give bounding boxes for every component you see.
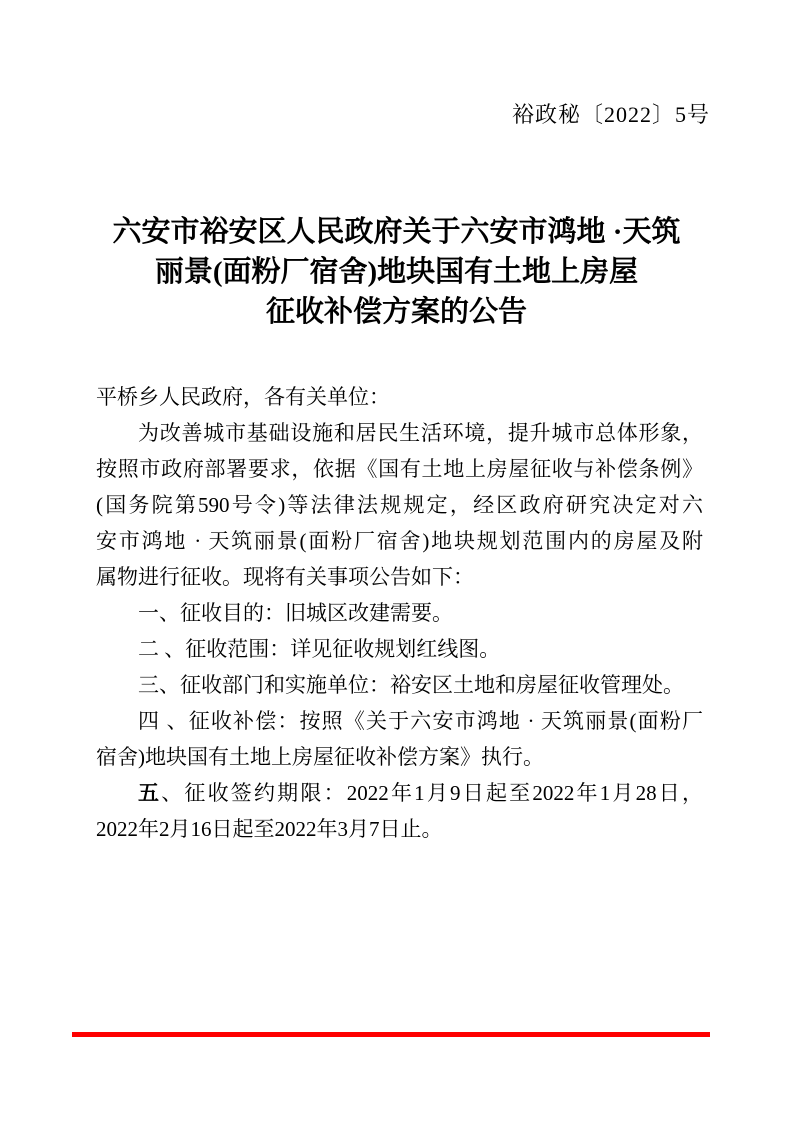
body-line: 安市鸿地 · 天筑丽景(面粉厂宿舍)地块规划范围内的房屋及附	[96, 529, 703, 553]
body-line: 宿舍)地块国有土地上房屋征收补偿方案》执行。	[96, 745, 544, 769]
list-item-5	[96, 775, 703, 811]
body-line: 按照市政府部署要求，依据《国有土地上房屋征收与补偿条例》	[96, 457, 703, 481]
doc-body	[96, 379, 703, 847]
red-divider-line	[72, 1032, 710, 1037]
doc-title	[40, 212, 753, 332]
list-item-2: 二 、征收范围：详见征收规划红线图。	[138, 637, 501, 661]
body-line: 为改善城市基础设施和居民生活环境，提升城市总体形象，	[138, 421, 703, 445]
doc-title-line-3: 征收补偿方案的公告	[265, 296, 527, 328]
list-item-5-number: 五	[138, 781, 162, 805]
salutation-line: 平桥乡人民政府，各有关单位：	[96, 385, 390, 409]
body-line: 2022年2月16日起至2022年3月7日止。	[96, 817, 443, 841]
doc-number: 裕政秘〔2022〕5号	[511, 102, 710, 127]
list-item-3: 三、征收部门和实施单位：裕安区土地和房屋征收管理处。	[138, 673, 684, 697]
list-item-4: 四 、征收补偿：按照《关于六安市鸿地 · 天筑丽景(面粉厂	[138, 709, 703, 733]
list-item-5-text: 、征收签约期限：2022年1月9日起至2022年1月28日，	[161, 781, 703, 805]
body-line: 属物进行征收。现将有关事项公告如下：	[96, 565, 474, 589]
list-item-1: 一、征收目的：旧城区改建需要。	[138, 601, 453, 625]
doc-title-line-1: 六安市裕安区人民政府关于六安市鸿地 ·天筑	[112, 216, 681, 248]
body-line: (国务院第590号令)等法律法规规定，经区政府研究决定对六	[96, 493, 703, 517]
doc-title-line-2: 丽景(面粉厂宿舍)地块国有土地上房屋	[154, 256, 639, 288]
